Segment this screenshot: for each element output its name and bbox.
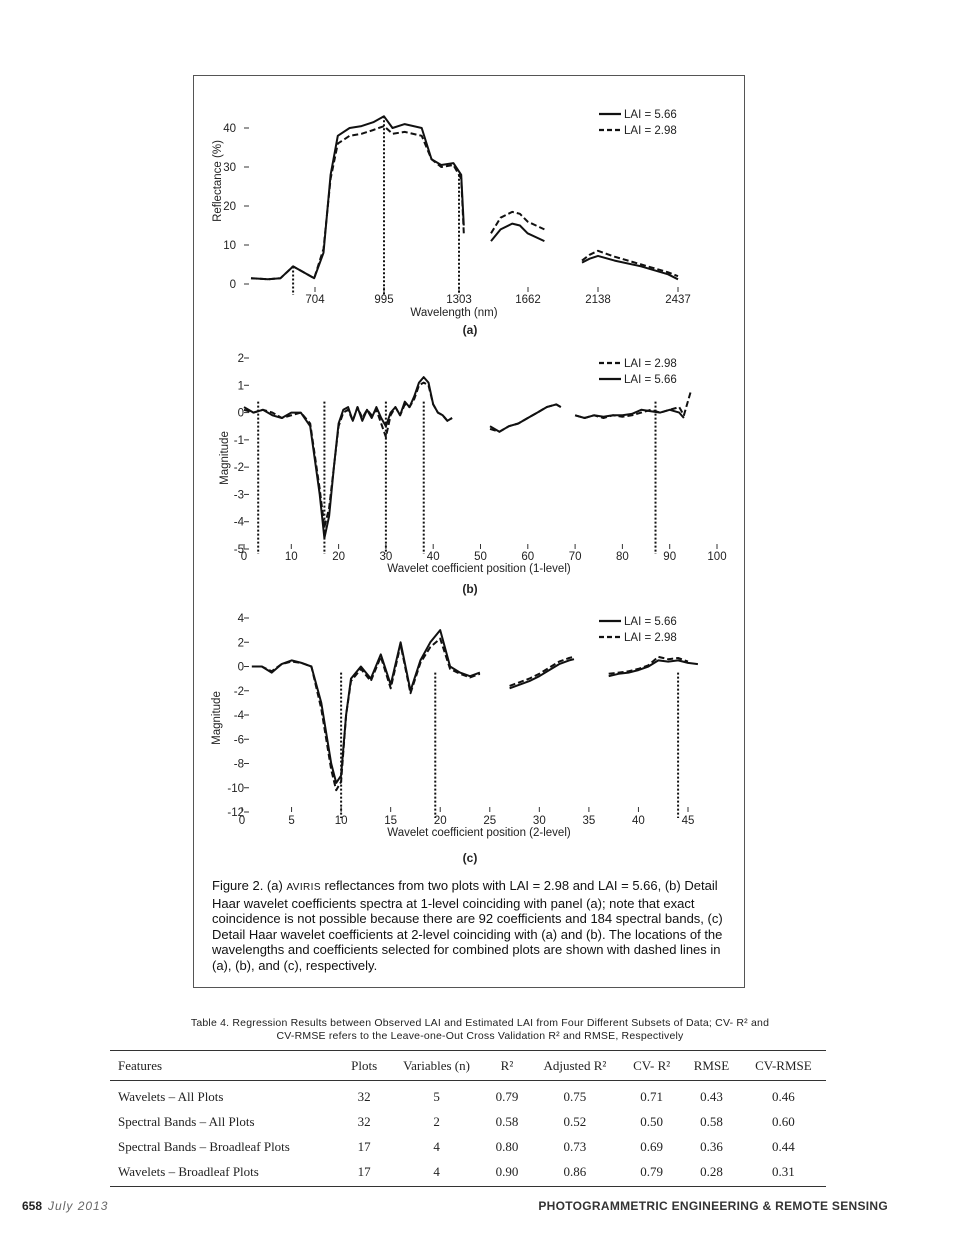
issue-date: July 2013 (48, 1199, 109, 1213)
table-cell: 17 (357, 1139, 371, 1154)
legend-label-2: LAI = 5.66 (624, 374, 677, 386)
panel-c-level2-chart (194, 598, 746, 868)
table-cell: 4 (388, 1160, 486, 1187)
series-1-segment-1 (244, 383, 452, 528)
x-tick-label: 40 (632, 815, 645, 827)
y-tick-label: 20 (223, 201, 236, 213)
table-cell: 0.73 (563, 1139, 587, 1154)
x-axis-label: Wavelength (nm) (410, 307, 498, 319)
legend-label-2: LAI = 2.98 (624, 125, 677, 137)
series-1-segment-1 (252, 630, 480, 783)
x-tick-label: 50 (474, 551, 487, 563)
series-2-segment-3 (575, 410, 684, 418)
table-cell: 0.79 (495, 1089, 519, 1104)
caption-text-start: (a) (263, 878, 287, 893)
table-cell: Spectral Bands – All Plots (118, 1114, 255, 1129)
table-row (110, 1160, 826, 1187)
table-cell: 0.46 (772, 1089, 795, 1104)
caption-label: Figure 2. (212, 878, 264, 893)
x-tick-label: 60 (521, 551, 535, 563)
table-cell: 0.50 (640, 1114, 664, 1129)
panel-a-reflectance-chart (194, 76, 746, 338)
y-tick-label: -4 (233, 516, 244, 529)
series-2-segment-1 (252, 639, 480, 791)
table-header-row (110, 1051, 826, 1081)
table-cell: 0.58 (700, 1114, 723, 1129)
x-tick-label: 0 (238, 815, 246, 827)
x-tick-label: 5 (288, 815, 295, 827)
header-adjusted-r2: Adjusted R² (529, 1051, 622, 1081)
x-tick-label: 100 (707, 551, 727, 563)
series-2-segment-2 (490, 404, 561, 431)
series-1-segment-1 (251, 116, 464, 279)
table-cell: 2 (433, 1114, 440, 1129)
x-tick-label: 45 (681, 815, 695, 827)
y-tick-label: 40 (223, 123, 236, 135)
x-tick-label: 1303 (446, 294, 472, 306)
x-tick-label: 15 (384, 815, 398, 827)
panel-label: (b) (462, 582, 478, 596)
header-cv-r2: CV- R² (621, 1051, 682, 1081)
legend-label-1: LAI = 2.98 (624, 358, 677, 370)
y-tick-label: 30 (223, 162, 236, 174)
x-tick-label: 1662 (515, 294, 541, 306)
y-tick-label: 0 (237, 407, 244, 420)
journal-name: PHOTOGRAMMETRIC ENGINEERING & REMOTE SENSING (538, 1199, 888, 1213)
y-tick-label: -3 (233, 489, 244, 502)
table-title-line-2: CV-RMSE refers to the Leave-one-Out Cross Validation R² and RMSE, Respectively (276, 1030, 684, 1042)
y-tick-label: -2 (233, 685, 244, 698)
y-axis-label: Reflectance (%) (212, 140, 224, 222)
y-tick-label: -5 (233, 544, 244, 556)
table-cell: 4 (433, 1139, 440, 1154)
header-r2: R² (485, 1051, 528, 1081)
series-2-segment-3 (609, 657, 688, 674)
table-cell: 0.52 (563, 1114, 587, 1129)
table-cell: 0.44 (772, 1139, 795, 1154)
table-cell: 0.71 (640, 1089, 664, 1104)
x-tick-label: 30 (532, 815, 546, 827)
legend-label-1: LAI = 5.66 (624, 616, 677, 628)
x-tick-label: 995 (374, 294, 394, 306)
table-cell: 0.80 (495, 1139, 519, 1154)
table-cell: Spectral Bands – Broadleaf Plots (118, 1139, 290, 1154)
y-tick-label: 0 (237, 661, 244, 674)
x-tick-label: 10 (334, 815, 348, 827)
table-cell: 32 (357, 1114, 371, 1129)
header-features: Features (110, 1051, 341, 1081)
y-tick-label: -1 (233, 434, 244, 447)
table-row (110, 1081, 826, 1111)
y-tick-label: -12 (227, 807, 244, 819)
series-1-segment-3 (609, 660, 698, 676)
series-2-segment-1 (251, 126, 464, 279)
y-tick-label: -8 (233, 758, 244, 771)
x-axis-label: Wavelet coefficient position (1-level) (387, 563, 571, 575)
page-footer-left (22, 1199, 108, 1213)
x-tick-label: 704 (305, 294, 325, 306)
series-1-segment-2 (510, 659, 574, 688)
series-2-segment-1 (244, 377, 452, 538)
legend-label-2: LAI = 2.98 (624, 632, 677, 644)
table-row (110, 1135, 826, 1160)
x-tick-label: 40 (426, 551, 440, 563)
series-1-segment-2 (491, 224, 544, 242)
header-rmse: RMSE (682, 1051, 741, 1081)
series-1-segment-2 (490, 404, 561, 431)
y-tick-label: 2 (237, 637, 244, 650)
x-tick-label: 0 (240, 551, 248, 563)
x-tick-label: 70 (568, 551, 582, 563)
y-tick-label: -4 (233, 710, 244, 722)
header-variables: Variables (n) (388, 1051, 486, 1081)
table-cell: 0.69 (640, 1139, 664, 1154)
table-cell: 0.36 (700, 1139, 723, 1154)
table-cell: Wavelets – Broadleaf Plots (110, 1160, 341, 1187)
table-cell: 0.58 (495, 1114, 519, 1129)
table-cell: 17 (341, 1160, 388, 1187)
x-tick-label: 10 (284, 551, 298, 563)
figure-caption (212, 878, 737, 974)
regression-results-table (110, 1050, 826, 1187)
table-cell: 0.75 (563, 1089, 587, 1104)
table-cell: Wavelets – All Plots (118, 1089, 224, 1104)
y-tick-label: 2 (237, 353, 244, 365)
table-cell: 0.79 (621, 1160, 682, 1187)
series-1-segment-3 (582, 256, 678, 279)
page-number: 658 (22, 1199, 43, 1213)
x-tick-label: 2437 (665, 294, 691, 306)
header-plots: Plots (341, 1051, 388, 1081)
table-title (110, 1017, 850, 1043)
x-tick-label: 80 (616, 551, 629, 563)
x-tick-label: 25 (483, 815, 497, 827)
table-cell: 32 (357, 1089, 371, 1104)
x-axis-label: Wavelet coefficient position (2-level) (387, 827, 571, 839)
y-tick-label: 4 (237, 613, 244, 625)
y-axis-label: Magnitude (219, 431, 231, 485)
table-cell: 0.90 (485, 1160, 528, 1187)
table-title-line-1: Table 4. Regression Results between Observed LAI and Estimated LAI from Four Different Subsets of Data; CV- R² and (190, 1017, 770, 1029)
x-tick-label: 20 (433, 815, 447, 827)
y-axis-label: Magnitude (211, 691, 223, 745)
table-cell: 0.28 (682, 1160, 741, 1187)
caption-text-rest: reflectances from two plots with LAI = 2.98 and LAI = 5.66, (b) Detail Haar wavelet coefficients spectra at 1-level coinciding with panel (a); note that exact coincidence is not possible because there are 92 coefficients and 184 spectral bands, (c) Detail Haar wavelet coefficients at 2-level coinciding with (a) and (b). The locations of the wavelengths and coefficients selected for combined plots are shown with dashed lines in (a), (b), and (c), respectively. (212, 878, 723, 973)
y-tick-label: -6 (233, 734, 244, 747)
x-tick-label: 20 (332, 551, 345, 563)
table-cell: 5 (433, 1089, 440, 1104)
panel-b-level1-chart (194, 338, 746, 598)
y-tick-label: 10 (223, 240, 236, 252)
table-cell: 0.60 (772, 1114, 795, 1129)
y-tick-label: 1 (237, 380, 244, 393)
header-cv-rmse: CV-RMSE (741, 1051, 826, 1081)
panel-label: (c) (462, 851, 478, 865)
caption-aviris: AVIRIS (286, 882, 321, 893)
figure-2-frame (193, 75, 745, 988)
legend-label-1: LAI = 5.66 (624, 109, 677, 121)
panel-label: (a) (462, 323, 478, 337)
table-cell: 0.86 (529, 1160, 622, 1187)
table-row (110, 1110, 826, 1135)
table-cell: 0.31 (741, 1160, 826, 1187)
y-tick-label: -10 (227, 782, 244, 795)
x-tick-label: 35 (582, 815, 596, 827)
x-tick-label: 90 (663, 551, 677, 563)
x-tick-label: 2138 (585, 294, 611, 306)
y-tick-label: 0 (229, 279, 236, 291)
y-tick-label: -2 (233, 462, 244, 475)
table-cell: 0.43 (700, 1089, 723, 1104)
x-tick-label: 30 (379, 551, 393, 563)
